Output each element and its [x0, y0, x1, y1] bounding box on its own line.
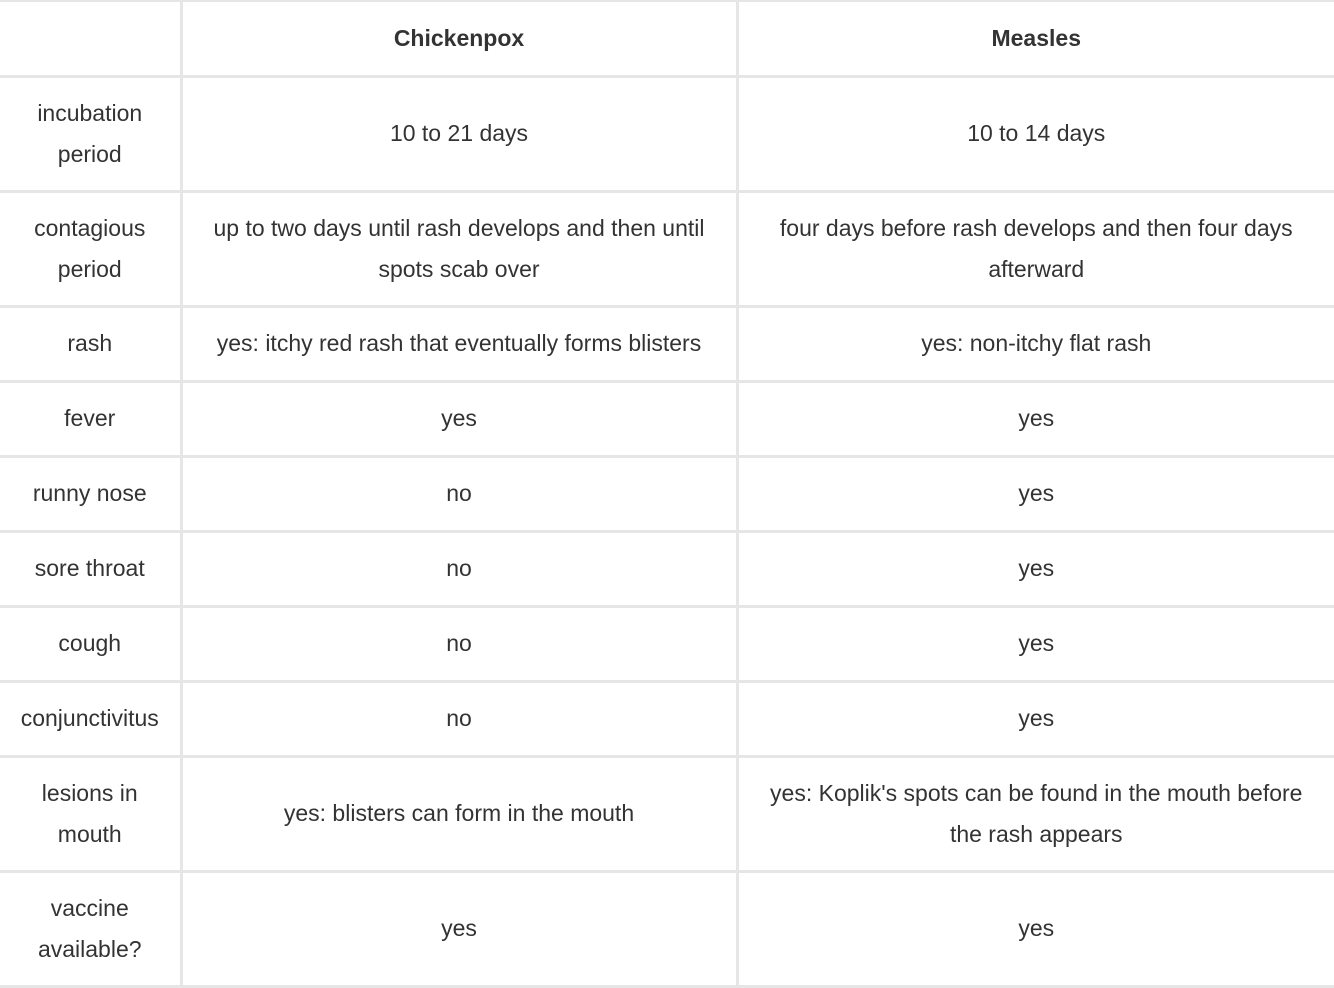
- header-measles: Measles: [737, 1, 1334, 76]
- row-label: vaccine available?: [0, 871, 181, 986]
- chickenpox-cell: yes: itchy red rash that eventually forms blisters: [181, 306, 737, 381]
- measles-cell: yes: [737, 606, 1334, 681]
- header-chickenpox: Chickenpox: [181, 1, 737, 76]
- table-row-fever: [0, 381, 1334, 456]
- chickenpox-cell: no: [181, 681, 737, 756]
- table-row-lesions-in-mouth: [0, 756, 1334, 871]
- measles-cell: yes: [737, 531, 1334, 606]
- row-label: incubation period: [0, 76, 181, 191]
- measles-cell: yes: [737, 381, 1334, 456]
- table-row-contagious-period: [0, 191, 1334, 306]
- row-label: conjunctivitus: [0, 681, 181, 756]
- header-row: [0, 1, 1334, 76]
- chickenpox-cell: yes: blisters can form in the mouth: [181, 756, 737, 871]
- row-label: fever: [0, 381, 181, 456]
- header-corner-cell: [0, 1, 181, 76]
- table-row-rash: [0, 306, 1334, 381]
- chickenpox-cell: no: [181, 456, 737, 531]
- row-label: rash: [0, 306, 181, 381]
- row-label: sore throat: [0, 531, 181, 606]
- table-row-runny-nose: [0, 456, 1334, 531]
- chickenpox-cell: 10 to 21 days: [181, 76, 737, 191]
- measles-cell: yes: [737, 871, 1334, 986]
- chickenpox-cell: up to two days until rash develops and then until spots scab over: [181, 191, 737, 306]
- table-row-vaccine-available: [0, 871, 1334, 986]
- row-label: runny nose: [0, 456, 181, 531]
- row-label: lesions in mouth: [0, 756, 181, 871]
- measles-cell: yes: non-itchy flat rash: [737, 306, 1334, 381]
- chickenpox-cell: no: [181, 606, 737, 681]
- measles-cell: yes: [737, 681, 1334, 756]
- table-row-sore-throat: [0, 531, 1334, 606]
- measles-cell: four days before rash develops and then four days afterward: [737, 191, 1334, 306]
- table-row-cough: [0, 606, 1334, 681]
- measles-cell: 10 to 14 days: [737, 76, 1334, 191]
- chickenpox-cell: yes: [181, 871, 737, 986]
- measles-cell: yes: Koplik's spots can be found in the mouth before the rash appears: [737, 756, 1334, 871]
- measles-cell: yes: [737, 456, 1334, 531]
- chickenpox-cell: no: [181, 531, 737, 606]
- chickenpox-cell: yes: [181, 381, 737, 456]
- row-label: contagious period: [0, 191, 181, 306]
- table-row-conjunctivitus: [0, 681, 1334, 756]
- row-label: cough: [0, 606, 181, 681]
- table-row-incubation-period: [0, 76, 1334, 191]
